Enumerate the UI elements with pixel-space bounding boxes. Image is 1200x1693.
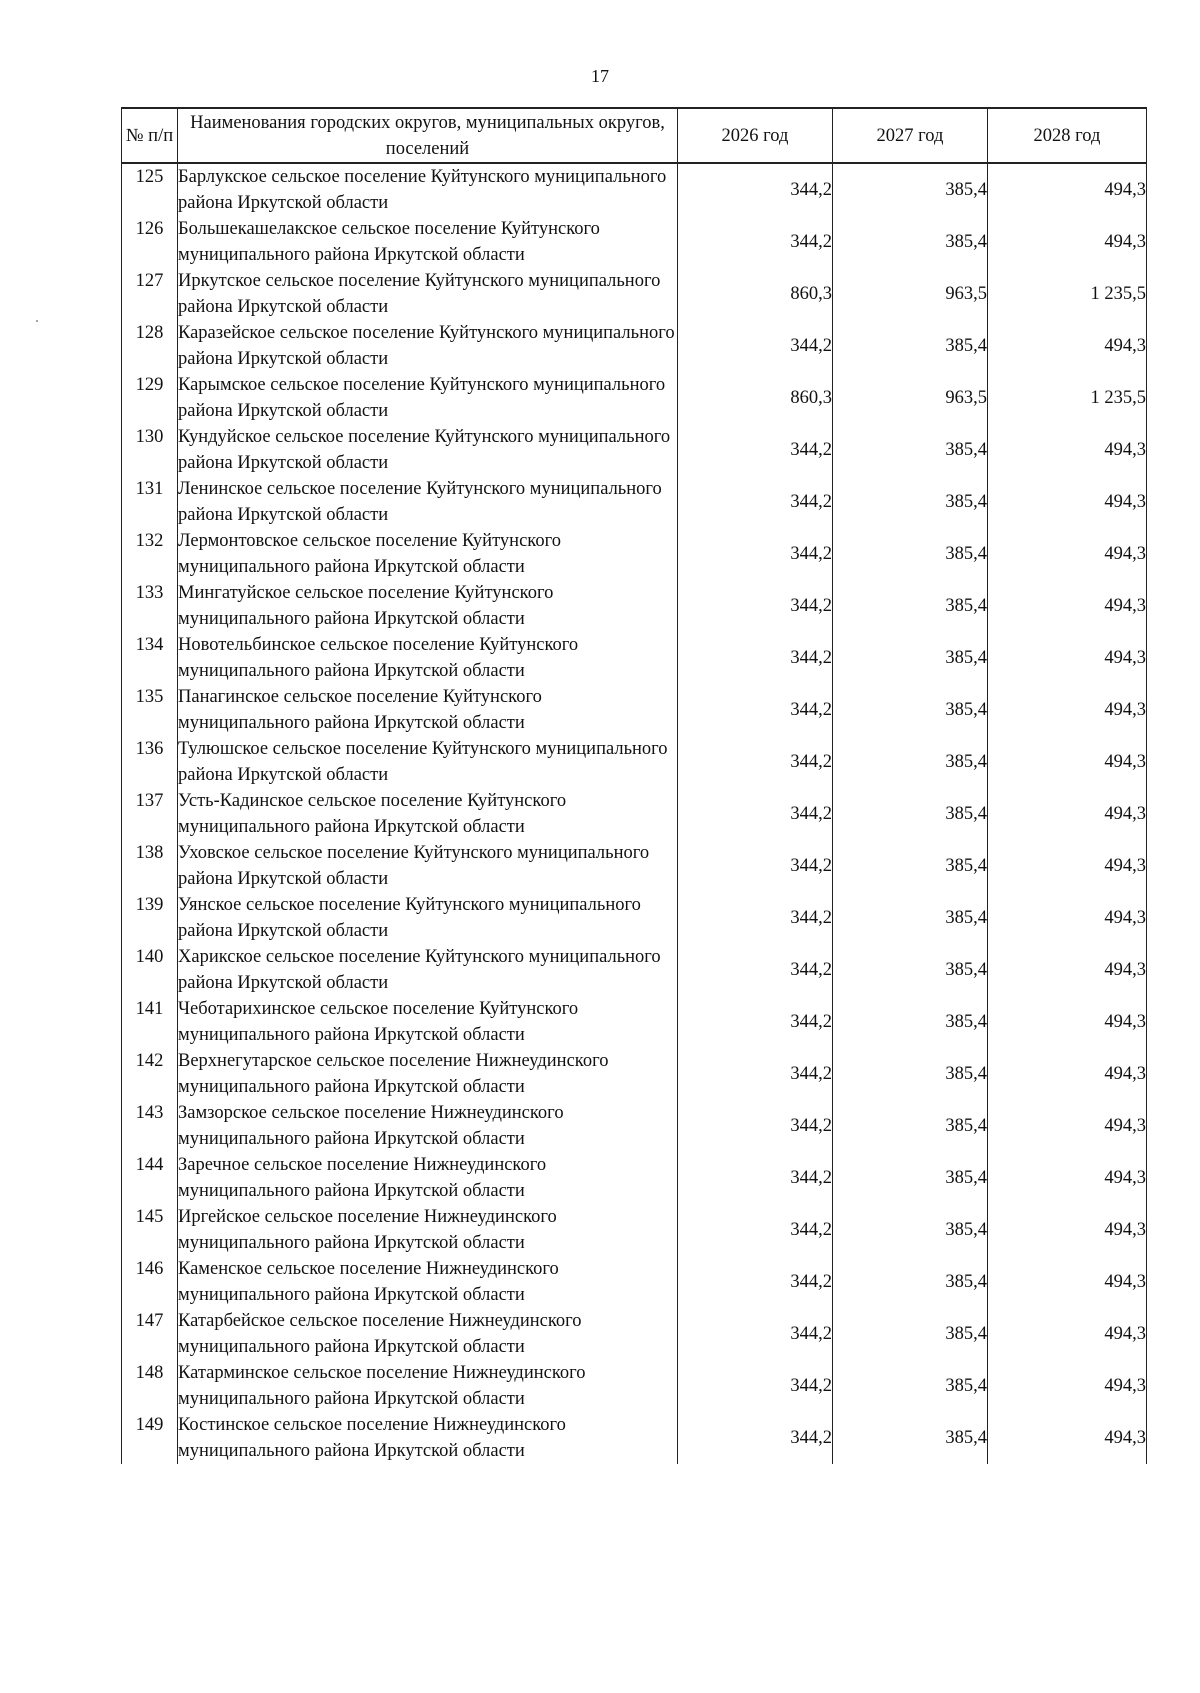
table-row (122, 736, 1147, 788)
value-2028: 494,3 (988, 788, 1147, 840)
row-number: 128 (122, 320, 178, 372)
value-2026: 344,2 (678, 1412, 833, 1464)
value-2028: 494,3 (988, 1152, 1147, 1204)
row-number: 126 (122, 216, 178, 268)
table-row (122, 1204, 1147, 1256)
table-row (122, 944, 1147, 996)
row-number: 135 (122, 684, 178, 736)
table-row (122, 892, 1147, 944)
value-2026: 344,2 (678, 1360, 833, 1412)
value-2027: 385,4 (833, 1308, 988, 1360)
settlement-name: Барлукское сельское поселение Куйтунского муниципального района Иркутской области (178, 163, 678, 216)
value-2027: 385,4 (833, 528, 988, 580)
value-2028: 494,3 (988, 528, 1147, 580)
value-2028: 1 235,5 (988, 268, 1147, 320)
settlement-name: Лермонтовское сельское поселение Куйтунского муниципального района Иркутской области (178, 528, 678, 580)
settlement-name: Костинское сельское поселение Нижнеудинского муниципального района Иркутской области (178, 1412, 678, 1464)
row-number: 148 (122, 1360, 178, 1412)
value-2027: 385,4 (833, 320, 988, 372)
settlement-name: Заречное сельское поселение Нижнеудинского муниципального района Иркутской области (178, 1152, 678, 1204)
value-2028: 494,3 (988, 1100, 1147, 1152)
settlement-name: Каразейское сельское поселение Куйтунского муниципального района Иркутской области (178, 320, 678, 372)
value-2026: 344,2 (678, 684, 833, 736)
value-2026: 860,3 (678, 268, 833, 320)
settlement-name: Иркутское сельское поселение Куйтунского муниципального района Иркутской области (178, 268, 678, 320)
value-2026: 344,2 (678, 892, 833, 944)
value-2026: 344,2 (678, 788, 833, 840)
value-2026: 344,2 (678, 736, 833, 788)
value-2028: 494,3 (988, 1308, 1147, 1360)
value-2027: 963,5 (833, 268, 988, 320)
row-number: 141 (122, 996, 178, 1048)
value-2027: 385,4 (833, 1256, 988, 1308)
settlement-name: Мингатуйское сельское поселение Куйтунского муниципального района Иркутской области (178, 580, 678, 632)
value-2026: 344,2 (678, 1152, 833, 1204)
value-2028: 494,3 (988, 1256, 1147, 1308)
value-2027: 963,5 (833, 372, 988, 424)
settlement-name: Катарминское сельское поселение Нижнеудинского муниципального района Иркутской области (178, 1360, 678, 1412)
table-header-row (122, 108, 1147, 163)
settlement-name: Харикское сельское поселение Куйтунского муниципального района Иркутской области (178, 944, 678, 996)
settlement-name: Верхнегутарское сельское поселение Нижнеудинского муниципального района Иркутской области (178, 1048, 678, 1100)
value-2026: 344,2 (678, 944, 833, 996)
table-row (122, 632, 1147, 684)
value-2027: 385,4 (833, 1360, 988, 1412)
value-2026: 344,2 (678, 1204, 833, 1256)
value-2027: 385,4 (833, 684, 988, 736)
value-2027: 385,4 (833, 1204, 988, 1256)
table-row (122, 320, 1147, 372)
row-number: 146 (122, 1256, 178, 1308)
value-2026: 344,2 (678, 476, 833, 528)
value-2027: 385,4 (833, 580, 988, 632)
settlement-name: Новотельбинское сельское поселение Куйтунского муниципального района Иркутской области (178, 632, 678, 684)
header-name: Наименования городских округов, муниципальных округов, поселений (178, 108, 678, 163)
value-2028: 494,3 (988, 684, 1147, 736)
value-2027: 385,4 (833, 840, 988, 892)
value-2026: 344,2 (678, 528, 833, 580)
table-body (122, 163, 1147, 1464)
row-number: 138 (122, 840, 178, 892)
value-2028: 494,3 (988, 632, 1147, 684)
row-number: 131 (122, 476, 178, 528)
value-2026: 344,2 (678, 163, 833, 216)
value-2026: 344,2 (678, 320, 833, 372)
table-row (122, 580, 1147, 632)
value-2028: 494,3 (988, 1048, 1147, 1100)
value-2028: 494,3 (988, 996, 1147, 1048)
row-number: 136 (122, 736, 178, 788)
value-2027: 385,4 (833, 476, 988, 528)
table-row (122, 1256, 1147, 1308)
settlement-name: Карымское сельское поселение Куйтунского муниципального района Иркутской области (178, 372, 678, 424)
table-row (122, 996, 1147, 1048)
row-number: 130 (122, 424, 178, 476)
value-2027: 385,4 (833, 788, 988, 840)
row-number: 143 (122, 1100, 178, 1152)
value-2027: 385,4 (833, 632, 988, 684)
value-2026: 344,2 (678, 1256, 833, 1308)
table-row (122, 1100, 1147, 1152)
value-2027: 385,4 (833, 216, 988, 268)
row-number: 147 (122, 1308, 178, 1360)
row-number: 145 (122, 1204, 178, 1256)
allocation-table (121, 107, 1147, 1464)
header-num: № п/п (122, 108, 178, 163)
table-row (122, 424, 1147, 476)
table-row (122, 268, 1147, 320)
row-number: 127 (122, 268, 178, 320)
value-2027: 385,4 (833, 1152, 988, 1204)
value-2027: 385,4 (833, 1412, 988, 1464)
row-number: 129 (122, 372, 178, 424)
row-number: 144 (122, 1152, 178, 1204)
settlement-name: Каменское сельское поселение Нижнеудинского муниципального района Иркутской области (178, 1256, 678, 1308)
value-2028: 494,3 (988, 944, 1147, 996)
value-2026: 860,3 (678, 372, 833, 424)
settlement-name: Усть-Кадинское сельское поселение Куйтунского муниципального района Иркутской области (178, 788, 678, 840)
value-2027: 385,4 (833, 736, 988, 788)
header-2028: 2028 год (988, 108, 1147, 163)
value-2028: 494,3 (988, 892, 1147, 944)
value-2028: 494,3 (988, 476, 1147, 528)
value-2027: 385,4 (833, 1048, 988, 1100)
table-row (122, 684, 1147, 736)
row-number: 139 (122, 892, 178, 944)
value-2026: 344,2 (678, 424, 833, 476)
settlement-name: Панагинское сельское поселение Куйтунского муниципального района Иркутской области (178, 684, 678, 736)
table-row (122, 1412, 1147, 1464)
settlement-name: Иргейское сельское поселение Нижнеудинского муниципального района Иркутской области (178, 1204, 678, 1256)
table-row (122, 372, 1147, 424)
value-2027: 385,4 (833, 892, 988, 944)
table-row (122, 1048, 1147, 1100)
value-2026: 344,2 (678, 1100, 833, 1152)
table-row (122, 1360, 1147, 1412)
settlement-name: Ленинское сельское поселение Куйтунского муниципального района Иркутской области (178, 476, 678, 528)
settlement-name: Уховское сельское поселение Куйтунского муниципального района Иркутской области (178, 840, 678, 892)
row-number: 140 (122, 944, 178, 996)
value-2026: 344,2 (678, 1308, 833, 1360)
value-2028: 494,3 (988, 840, 1147, 892)
row-number: 125 (122, 163, 178, 216)
value-2027: 385,4 (833, 424, 988, 476)
table-row (122, 1308, 1147, 1360)
row-number: 132 (122, 528, 178, 580)
scan-speck (36, 320, 38, 322)
value-2028: 494,3 (988, 216, 1147, 268)
header-2026: 2026 год (678, 108, 833, 163)
row-number: 133 (122, 580, 178, 632)
settlement-name: Большекашелакское сельское поселение Куйтунского муниципального района Иркутской области (178, 216, 678, 268)
settlement-name: Уянское сельское поселение Куйтунского муниципального района Иркутской области (178, 892, 678, 944)
value-2027: 385,4 (833, 996, 988, 1048)
value-2028: 1 235,5 (988, 372, 1147, 424)
table-row (122, 788, 1147, 840)
value-2026: 344,2 (678, 632, 833, 684)
settlement-name: Замзорское сельское поселение Нижнеудинского муниципального района Иркутской области (178, 1100, 678, 1152)
value-2027: 385,4 (833, 163, 988, 216)
table-row (122, 528, 1147, 580)
value-2027: 385,4 (833, 944, 988, 996)
settlement-name: Чеботарихинское сельское поселение Куйтунского муниципального района Иркутской области (178, 996, 678, 1048)
page-number: 17 (591, 66, 609, 86)
row-number: 134 (122, 632, 178, 684)
value-2028: 494,3 (988, 424, 1147, 476)
value-2026: 344,2 (678, 1048, 833, 1100)
value-2028: 494,3 (988, 320, 1147, 372)
value-2028: 494,3 (988, 1204, 1147, 1256)
row-number: 149 (122, 1412, 178, 1464)
table-row (122, 840, 1147, 892)
settlement-name: Катарбейское сельское поселение Нижнеудинского муниципального района Иркутской области (178, 1308, 678, 1360)
table-row (122, 216, 1147, 268)
table-row (122, 1152, 1147, 1204)
value-2026: 344,2 (678, 840, 833, 892)
settlement-name: Тулюшское сельское поселение Куйтунского муниципального района Иркутской области (178, 736, 678, 788)
row-number: 142 (122, 1048, 178, 1100)
value-2028: 494,3 (988, 163, 1147, 216)
value-2028: 494,3 (988, 1360, 1147, 1412)
row-number: 137 (122, 788, 178, 840)
value-2026: 344,2 (678, 996, 833, 1048)
value-2028: 494,3 (988, 580, 1147, 632)
table-row (122, 163, 1147, 216)
value-2027: 385,4 (833, 1100, 988, 1152)
value-2028: 494,3 (988, 1412, 1147, 1464)
settlement-name: Кундуйское сельское поселение Куйтунского муниципального района Иркутской области (178, 424, 678, 476)
value-2026: 344,2 (678, 216, 833, 268)
value-2028: 494,3 (988, 736, 1147, 788)
table-row (122, 476, 1147, 528)
header-2027: 2027 год (833, 108, 988, 163)
value-2026: 344,2 (678, 580, 833, 632)
